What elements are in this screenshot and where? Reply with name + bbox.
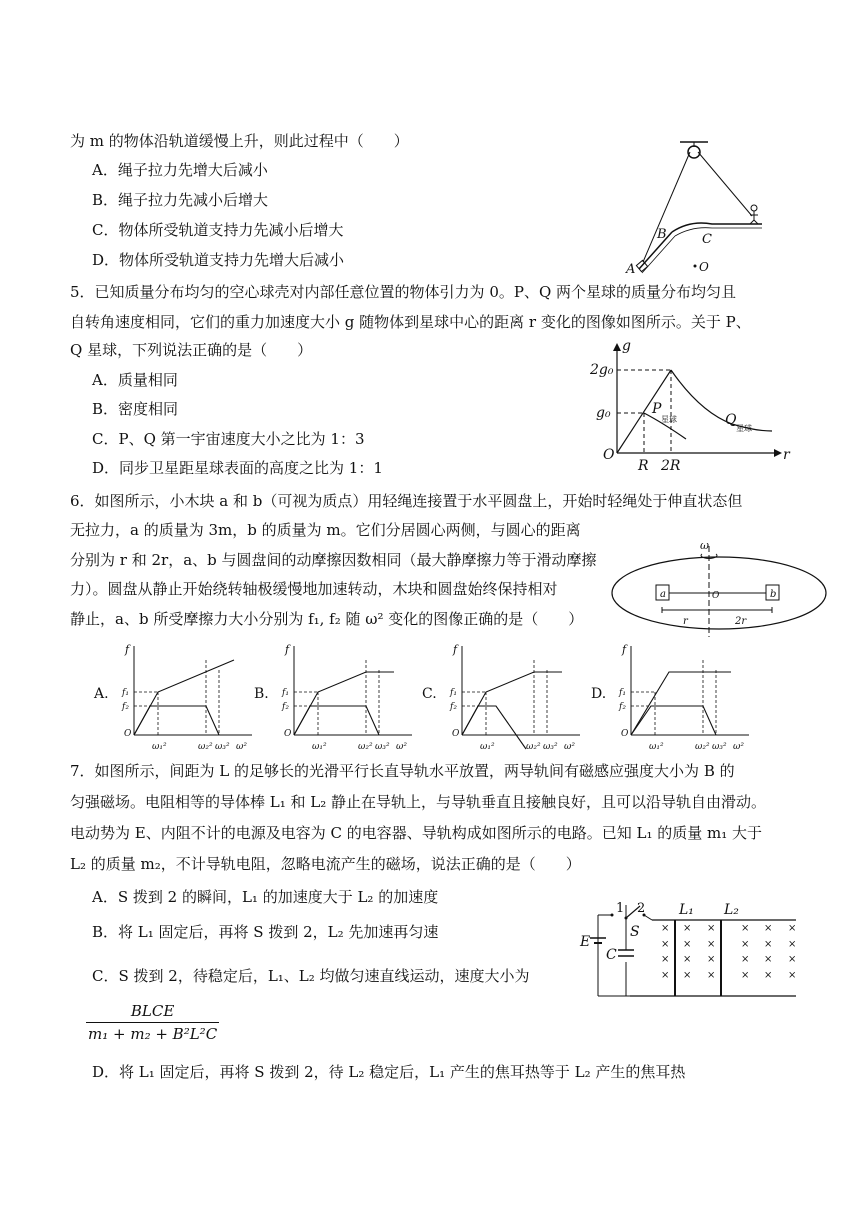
q7-switch-pos-1: 1: [616, 901, 625, 916]
q4-label-a: A: [626, 262, 636, 277]
q4-label-b: B: [657, 227, 667, 242]
omega-axis-label: ω²: [236, 742, 247, 752]
omega3-tick: ω₃²: [375, 742, 390, 752]
q7-line-2: 匀强磁场。电阻相等的导体棒 L₁ 和 L₂ 静止在导轨上，与导轨垂直且接触良好，且可以沿导轨自由滑动。: [70, 793, 767, 811]
f1-tick: f₁: [282, 688, 289, 698]
q5-curve-p: P: [652, 401, 662, 417]
field-x-mark: ×: [661, 970, 670, 981]
omega2-tick: ω₂²: [358, 742, 373, 752]
q4-label-c: C: [702, 232, 712, 247]
q5-line-1: 5．已知质量分布均匀的空心球壳对内部任意位置的物体引力为 0。P、Q 两个星球的质量分布均匀且: [70, 283, 737, 301]
q6-line-4: 力）。圆盘从静止开始绕转轴极缓慢地加速转动，木块和圆盘始终保持相对: [70, 580, 558, 598]
omega2-tick: ω₂²: [198, 742, 213, 752]
f2-tick: f₂: [450, 702, 457, 712]
field-x-mark: ×: [683, 970, 692, 981]
field-x-mark: ×: [764, 923, 773, 934]
q7-fraction-numerator: BLCE: [130, 1002, 175, 1020]
q4-option-c: C．物体所受轨道支持力先减小后增大: [92, 221, 344, 239]
q5-option-c: C．P、Q 第一宇宙速度大小之比为 1：3: [92, 430, 365, 448]
q7-switch-pos-2: 2: [637, 901, 646, 916]
q5-option-b: B．密度相同: [92, 400, 179, 418]
field-x-mark: ×: [741, 939, 750, 950]
omega1-tick: ω₁²: [152, 742, 167, 752]
q6-block-a: a: [660, 589, 666, 600]
omega3-tick: ω₃²: [543, 742, 558, 752]
field-x-mark: ×: [661, 939, 670, 950]
q4-option-d: D．物体所受轨道支持力先增大后减小: [92, 251, 345, 269]
q7-capacitor-c: C: [606, 947, 617, 963]
q6-omega-label: ω: [700, 539, 709, 552]
y-axis-label: f: [285, 643, 290, 656]
graph-option-label: D.: [591, 686, 607, 702]
q5-axis-r: r: [783, 447, 790, 463]
omega3-tick: ω₃²: [215, 742, 230, 752]
q7-option-b: B．将 L₁ 固定后，再将 S 拨到 2，L₂ 先加速再匀速: [92, 923, 439, 941]
q7-line-1: 7．如图所示，间距为 L 的足够长的光滑平行长直导轨水平放置，两导轨间有磁感应强度大小为 B 的: [70, 762, 735, 780]
q7-option-a: A．S 拨到 2 的瞬间，L₁ 的加速度大于 L₂ 的加速度: [92, 888, 439, 906]
field-x-mark: ×: [788, 954, 797, 965]
omega-axis-label: ω²: [564, 742, 575, 752]
q5-option-a: A．质量相同: [92, 371, 178, 389]
origin-label: O: [621, 729, 629, 739]
f2-tick: f₂: [619, 702, 626, 712]
q4-option-a: A．绳子拉力先增大后减小: [92, 161, 268, 179]
graph-option-label: C.: [422, 686, 437, 702]
q7-line-3: 电动势为 E、内阻不计的电源及电容为 C 的电容器、导轨构成如图所示的电路。已知 L₁ 的质量 m₁ 大于: [70, 824, 763, 842]
field-x-mark: ×: [741, 970, 750, 981]
y-axis-label: f: [453, 643, 458, 656]
field-x-mark: ×: [661, 923, 670, 934]
q7-line-4: L₂ 的质量 m₂，不计导轨电阻，忽略电流产生的磁场，说法正确的是（ ）: [70, 855, 581, 873]
field-x-mark: ×: [707, 954, 716, 965]
q6-center-o: O: [712, 591, 720, 601]
graph-option-label: B.: [254, 686, 269, 702]
q5-curve-q-sub: 星球: [736, 424, 752, 433]
q6-dist-2r: 2r: [735, 616, 747, 627]
y-axis-label: f: [622, 643, 627, 656]
q7-magnetic-field: [661, 923, 796, 981]
f1-tick: f₁: [450, 688, 457, 698]
q7-option-c: C．S 拨到 2，待稳定后，L₁、L₂ 均做匀速直线运动，速度大小为: [92, 967, 530, 985]
field-x-mark: ×: [741, 923, 750, 934]
origin-label: O: [284, 729, 292, 739]
q7-rod-l2: L₂: [724, 902, 739, 918]
origin-label: O: [452, 729, 460, 739]
q6-line-3: 分别为 r 和 2r，a、b 与圆盘间的动摩擦因数相同（最大静摩擦力等于滑动摩擦: [70, 551, 597, 569]
q6-block-b: b: [770, 589, 777, 600]
omega-axis-label: ω²: [733, 742, 744, 752]
q5-line-3: Q 星球，下列说法正确的是（ ）: [70, 341, 313, 359]
omega1-tick: ω₁²: [649, 742, 664, 752]
field-x-mark: ×: [661, 954, 670, 965]
q4-stem-tail: 为 m 的物体沿轨道缓慢上升，则此过程中（ ）: [70, 132, 409, 150]
q4-option-b: B．绳子拉力先减小后增大: [92, 191, 269, 209]
q7-rod-l1: L₁: [679, 902, 694, 918]
origin-label: O: [124, 729, 132, 739]
omega2-tick: ω₂²: [695, 742, 710, 752]
q6-dist-r: r: [683, 616, 688, 627]
q7-source-e: E: [580, 934, 591, 950]
field-x-mark: ×: [707, 923, 716, 934]
q5-tick-g0: g₀: [596, 405, 611, 421]
q5-tick-r: R: [638, 458, 649, 474]
q7-fraction-denominator: m₁ + m₂ + B²L²C: [86, 1022, 219, 1043]
q5-curve-q: Q: [725, 412, 737, 428]
q5-curve-p-sub: 星球: [661, 415, 677, 424]
f1-tick: f₁: [619, 688, 626, 698]
omega2-tick: ω₂²: [526, 742, 541, 752]
field-x-mark: ×: [764, 939, 773, 950]
field-x-mark: ×: [707, 939, 716, 950]
q7-option-d: D．将 L₁ 固定后，再将 S 拨到 2，待 L₂ 稳定后，L₁ 产生的焦耳热等于 L₂ 产生的焦耳热: [92, 1063, 686, 1081]
field-x-mark: ×: [683, 939, 692, 950]
field-x-mark: ×: [741, 954, 750, 965]
field-x-mark: ×: [764, 954, 773, 965]
omega1-tick: ω₁²: [312, 742, 327, 752]
field-x-mark: ×: [764, 970, 773, 981]
y-axis-label: f: [125, 643, 130, 656]
field-x-mark: ×: [788, 970, 797, 981]
field-x-mark: ×: [788, 939, 797, 950]
q6-line-2: 无拉力，a 的质量为 3m，b 的质量为 m。它们分居圆心两侧，与圆心的距离: [70, 521, 581, 539]
q6-line-1: 6．如图所示，小木块 a 和 b（可视为质点）用轻绳连接置于水平圆盘上，开始时轻绳处于伸直状态但: [70, 492, 743, 510]
omega3-tick: ω₃²: [712, 742, 727, 752]
q5-origin: O: [603, 447, 615, 463]
field-x-mark: ×: [788, 923, 797, 934]
f1-tick: f₁: [122, 688, 129, 698]
omega-axis-label: ω²: [396, 742, 407, 752]
omega1-tick: ω₁²: [480, 742, 495, 752]
q7-switch-s: S: [630, 924, 640, 940]
graph-option-label: A.: [94, 686, 109, 702]
f2-tick: f₂: [282, 702, 289, 712]
q6-line-5: 静止，a、b 所受摩擦力大小分别为 f₁, f₂ 随 ω² 变化的图像正确的是（ ）: [70, 610, 584, 628]
q5-line-2: 自转角速度相同，它们的重力加速度大小 g 随物体到星球中心的距离 r 变化的图像如图所示。关于 P、: [70, 313, 751, 331]
f2-tick: f₂: [122, 702, 129, 712]
q5-tick-2r: 2R: [661, 458, 681, 474]
q5-option-d: D．同步卫星距星球表面的高度之比为 1：1: [92, 459, 383, 477]
field-x-mark: ×: [683, 954, 692, 965]
q5-tick-2g0: 2g₀: [590, 362, 614, 378]
q5-axis-g: g: [622, 338, 631, 354]
field-x-mark: ×: [683, 923, 692, 934]
field-x-mark: ×: [707, 970, 716, 981]
q4-label-o: O: [699, 260, 709, 274]
